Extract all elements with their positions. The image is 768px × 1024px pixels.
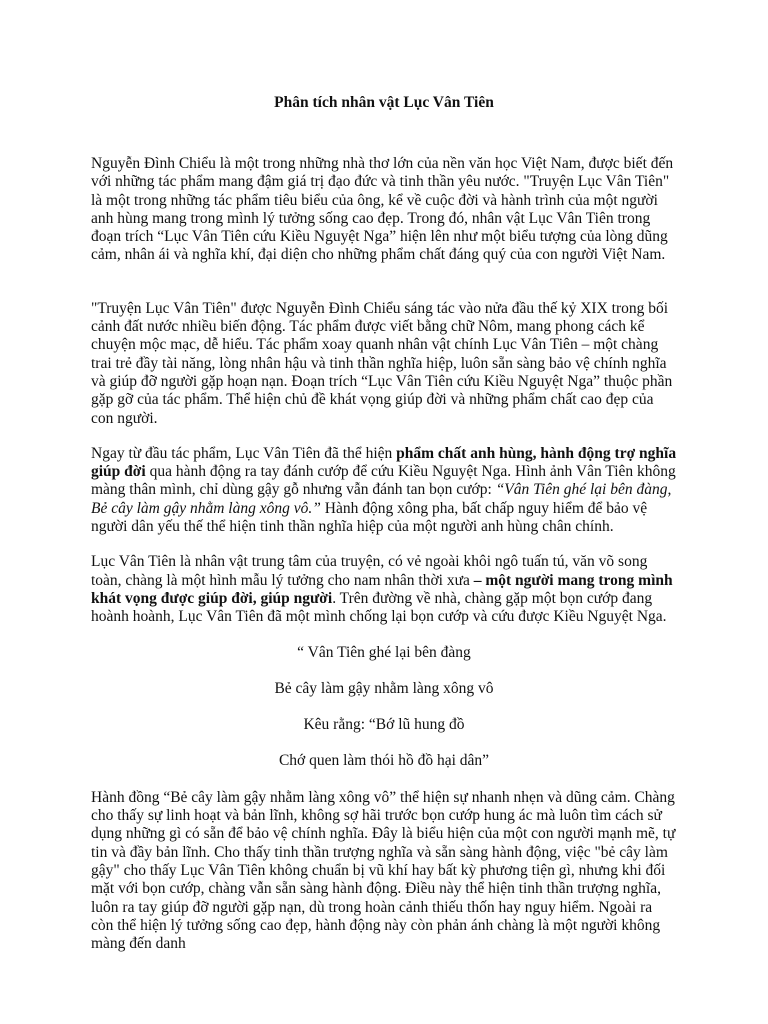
paragraph-intro: Nguyễn Đình Chiểu là một trong những nhà thơ lớn của nền văn học Việt Nam, được biết đến với những tác phẩm mang đậm giá trị đạo đức và tinh thần yêu nước. "Truyện Lục Vân Tiên" là một trong những tác phẩm tiêu biểu của ông, kể về cuộc đời và hành trình của một người anh hùng mang trong mình lý tưởng sống cao đẹp. Trong đó, nhân vật Lục Vân Tiên trong đoạn trích “Lục Vân Tiên cứu Kiều Nguyệt Nga” hiện lên như một biểu tượng của lòng dũng cảm, nhân ái và nghĩa khí, đại diện cho những phẩm chất đáng quý của con người Việt Nam. xyxy=(91,155,674,264)
text-run: Ngay từ đầu tác phẩm, Lục Vân Tiên đã thể hiện xyxy=(91,444,397,462)
document-title: Phân tích nhân vật Lục Vân Tiên xyxy=(274,94,494,111)
text-run: Lục Vân Tiên là nhân vật trung tâm của truyện, có vẻ ngoài khôi ngô tuấn tú, văn võ song toàn, chàng là một hình mẫu lý tưởng cho nam nhân thời xưa xyxy=(91,553,648,589)
bold-text: phẩm chất anh hùng, hành động trợ nghĩa giúp đời xyxy=(91,444,677,481)
verse-line: Kêu rằng: “Bớ lũ hung đồ xyxy=(303,716,465,734)
verse-line: Chớ quen làm thói hồ đồ hại dân” xyxy=(278,752,490,770)
verse-line: Bẻ cây làm gậy nhằm làng xông vô xyxy=(274,679,494,697)
italic-quote: “Vân Tiên ghé lại bên đàng, Bẻ cây làm gậy nhằm làng xông vô.” xyxy=(91,481,672,517)
paragraph-central-character xyxy=(91,553,677,626)
paragraph-context: "Truyện Lục Vân Tiên" được Nguyễn Đình Chiểu sáng tác vào nửa đầu thế kỷ XIX trong bối cảnh đất nước nhiều biến động. Tác phẩm được viết bằng chữ Nôm, mang phong cách kể chuyện mộc mạc, dễ hiểu. Tác phẩm xoay quanh nhân vật chính Lục Vân Tiên – một chàng trai trẻ đầy tài năng, lòng nhân hậu và tinh thần nghĩa hiệp, luôn sẵn sàng bảo vệ chính nghĩa và giúp đỡ người gặp hoạn nạn. Đoạn trích “Lục Vân Tiên cứu Kiều Nguyệt Nga” thuộc phần gặp gỡ của tác phẩm. Thể hiện chủ đề khát vọng giúp đời và những phẩm chất cao đẹp của con người. xyxy=(91,299,673,427)
bold-text: – một người mang trong mình khát vọng được giúp đời, giúp người xyxy=(91,571,673,607)
text-run: qua hành động ra tay đánh cướp để cứu Kiều Nguyệt Nga. Hình ảnh Vân Tiên không màng thân mình, chỉ dùng gậy gỗ nhưng vẫn đánh tan bọn cướp: xyxy=(91,463,676,499)
paragraph-analysis: Hành đồng “Bẻ cây làm gậy nhằm làng xông vô” thể hiện sự nhanh nhẹn và dũng cảm. Chàng cho thấy sự linh hoạt và bản lĩnh, không sợ hãi trước bọn cướp hung ác mà luôn tìm cách sử dụng những gì có sẵn để bảo vệ chính nghĩa. Đây là biểu hiện của một con người mạnh mẽ, tự tin và đầy bản lĩnh. Cho thấy tinh thần trượng nghĩa và sẵn sàng hành động, việc "bẻ cây làm gậy" cho thấy Lục Vân Tiên không chuẩn bị vũ khí hay bất kỳ phương tiện gì, nhưng khi đối mặt với bọn cướp, chàng vẫn sẵn sàng hành động. Điều này thể hiện tinh thần trượng nghĩa, luôn ra tay giúp đỡ người gặp nạn, dù trong hoàn cảnh thiếu thốn hay nguy hiểm. Ngoài ra còn thể hiện lý tưởng sống cao đẹp, hành động này còn phản ánh chàng là một người không màng đến danh xyxy=(91,788,676,953)
paragraph-heroic-qualities xyxy=(91,445,677,536)
text-run: . Trên đường về nhà, chàng gặp một bọn cướp đang hoành hoành, Lục Vân Tiên đã một mình chống lại bọn cướp và cứu được Kiều Nguyệt Nga. xyxy=(91,589,667,626)
text-run: Hành động xông pha, bất chấp nguy hiểm để bảo vệ người dân yếu thế thể hiện tinh thần nghĩa hiệp của một người anh hùng chân chính. xyxy=(91,499,648,536)
verse-line: “ Vân Tiên ghé lại bên đàng xyxy=(297,643,471,661)
